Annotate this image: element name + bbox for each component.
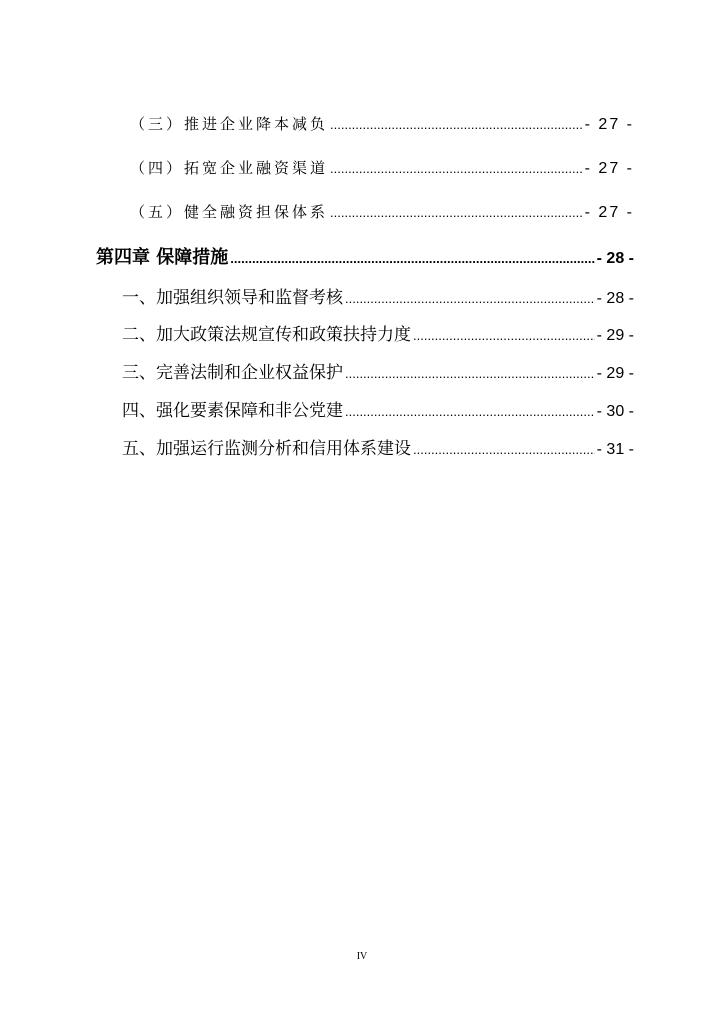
toc-entry-page: - 27 -: [584, 116, 634, 133]
dot-leader: [345, 291, 595, 306]
toc-entry-page: - 28 -: [596, 250, 634, 267]
toc-entry-page: - 28 -: [596, 290, 634, 307]
dot-leader: [330, 205, 583, 220]
toc-entry[interactable]: [130, 157, 634, 178]
dot-leader: [330, 117, 583, 132]
dot-leader: [230, 251, 594, 266]
toc-entry-title: 三、完善法制和企业权益保护: [122, 363, 343, 383]
toc-entry-page: - 29 -: [596, 365, 634, 382]
toc-entry-page: - 30 -: [596, 403, 634, 420]
toc-entry[interactable]: [130, 113, 634, 134]
toc-entry-page: - 31 -: [596, 441, 634, 458]
toc-entry[interactable]: [122, 434, 634, 459]
toc-entry[interactable]: [122, 396, 634, 421]
dot-leader: [413, 328, 595, 343]
toc-entry-title: （三）推进企业降本减负: [130, 115, 329, 133]
toc-entry[interactable]: [122, 320, 634, 345]
toc-entry-page: - 29 -: [596, 327, 634, 344]
footer-page-number: IV: [356, 951, 368, 962]
dot-leader: [330, 161, 583, 176]
dot-leader: [413, 442, 595, 457]
toc-chapter-entry[interactable]: [96, 243, 634, 269]
toc-entry-title: 第四章 保障措施: [96, 247, 229, 268]
toc-entry-title: （五）健全融资担保体系: [130, 203, 329, 221]
toc-entry-title: （四）拓宽企业融资渠道: [130, 159, 329, 177]
dot-leader: [345, 366, 595, 381]
toc-entry[interactable]: [122, 283, 634, 308]
toc-entry-title: 五、加强运行监测分析和信用体系建设: [122, 439, 411, 459]
toc-entry-title: 四、强化要素保障和非公党建: [122, 401, 343, 421]
toc-entry-title: 二、加大政策法规宣传和政策扶持力度: [122, 325, 411, 345]
toc-entry[interactable]: [130, 201, 634, 222]
toc-entry-title: 一、加强组织领导和监督考核: [122, 288, 343, 308]
toc-entry[interactable]: [122, 358, 634, 383]
toc-entry-page: - 27 -: [584, 160, 634, 177]
toc-entry-page: - 27 -: [584, 204, 634, 221]
dot-leader: [345, 404, 595, 419]
